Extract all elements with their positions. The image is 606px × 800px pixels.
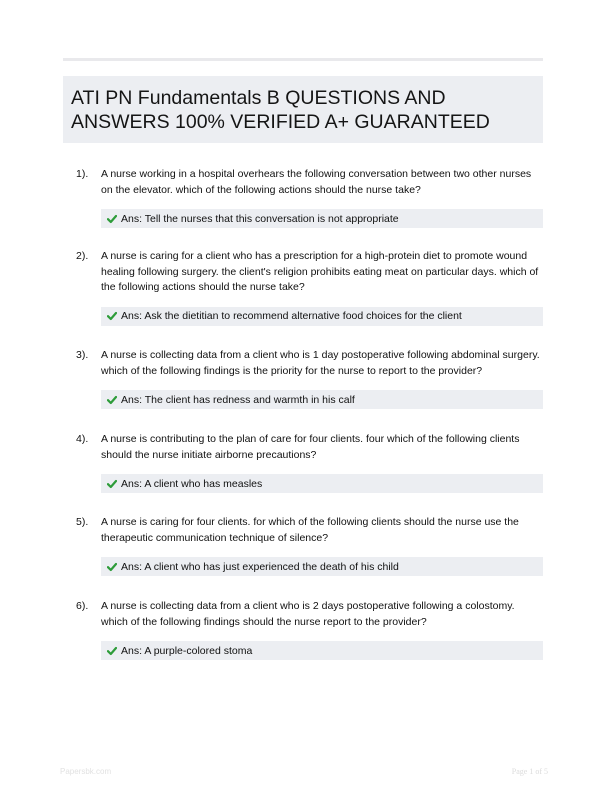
question-row (63, 249, 543, 296)
check-icon (107, 311, 117, 321)
question-text: A nurse working in a hospital overhears the following conversation between two other nurses on the elevator. which of the following actions should the nurse take? (101, 168, 532, 196)
answer-box (101, 390, 543, 409)
question-number: 1). (76, 168, 89, 180)
answer-text: Ans: A client who has measles (121, 477, 263, 490)
question-block (63, 249, 543, 326)
question-block (63, 348, 543, 409)
check-icon (107, 646, 117, 656)
question-number: 5). (76, 516, 89, 528)
answer-text: Ans: The client has redness and warmth in his calf (121, 393, 355, 406)
question-block (63, 167, 543, 228)
question-text: A nurse is caring for a client who has a prescription for a high-protein diet to promote wound healing following surgery. the client's religion prohibits eating meat on particular days. which of the following actions should the nurse take? (101, 250, 539, 293)
answer-text: Ans: A client who has just experienced the death of his child (121, 560, 399, 573)
answer-box (101, 474, 543, 493)
page-indicator: Page 1 of 5 (511, 767, 548, 776)
check-icon (107, 395, 117, 405)
footer-watermark: Papersbk.com (60, 767, 112, 776)
answer-text: Ans: Ask the dietitian to recommend alternative food choices for the client (121, 310, 462, 322)
question-row (63, 432, 543, 463)
answer-box (101, 307, 543, 326)
question-block (63, 432, 543, 493)
answer-box (101, 209, 543, 228)
answer-text: Ans: Tell the nurses that this conversation is not appropriate (121, 212, 399, 225)
question-text: A nurse is contributing to the plan of care for four clients. four which of the following clients should the nurse initiate airborne precautions? (101, 433, 520, 461)
question-row (63, 515, 543, 546)
answer-box (101, 641, 543, 660)
answer-text: Ans: A purple-colored stoma (121, 644, 253, 657)
check-icon (107, 214, 117, 224)
question-block (63, 599, 543, 660)
question-number: 3). (76, 349, 89, 361)
question-text: A nurse is collecting data from a client who is 2 days postoperative following a colostomy. which of the following findings should the nurse report to the provider? (101, 600, 515, 628)
question-row (63, 167, 543, 198)
top-divider (63, 58, 543, 61)
answer-box (101, 557, 543, 576)
question-text: A nurse is collecting data from a client who is 1 day postoperative following abdominal surgery. which of the following findings is the priority for the nurse to report to the provider? (101, 349, 540, 377)
document-title: ATI PN Fundamentals B QUESTIONS AND ANSWERS 100% VERIFIED A+ GUARANTEED (71, 87, 490, 133)
question-row (63, 348, 543, 379)
question-number: 4). (76, 433, 89, 445)
check-icon (107, 479, 117, 489)
question-row (63, 599, 543, 630)
title-banner (63, 76, 543, 143)
question-text: A nurse is caring for four clients. for which of the following clients should the nurse use the therapeutic communication technique of silence? (101, 516, 519, 544)
check-icon (107, 562, 117, 572)
question-number: 6). (76, 600, 89, 612)
question-block (63, 515, 543, 576)
question-number: 2). (76, 250, 89, 262)
